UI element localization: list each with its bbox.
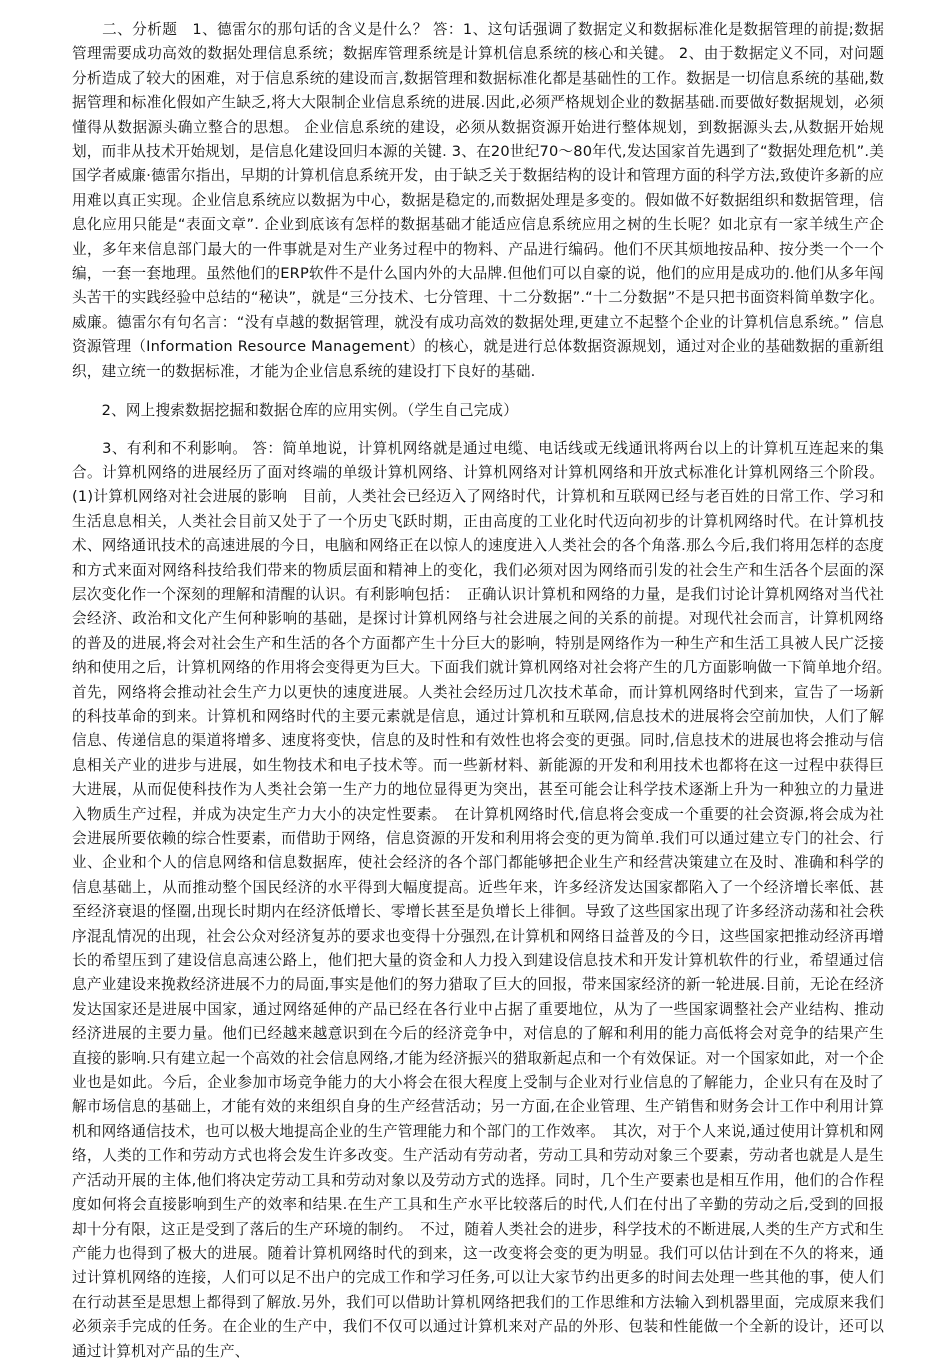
document-page: [72, 18, 899, 1364]
paragraph-analysis-question-3: 3、有利和不利影响。 答：简单地说，计算机网络就是通过电缆、电话线或无线通讯将两台以上的计算机互连起来的集合。计算机网络的进展经历了面对终端的单级计算机网络、计算机网络对计算机网络和开放式标准化计算机网络三个阶段。 (1)计算机网络对社会进展的影响 目前，人类社会已经迈入了网络时代，计算机和互联网已经与老百姓的日常工作、学习和生活息息相关，人类社会目前又处于了一个历史飞跃时期，正由高度的工业化时代迈向初步的计算机网络时代。在计算机技术、网络通讯技术的高速进展的今日，电脑和网络正在以惊人的速度进入人类社会的各个角落.那么今后,我们将用怎样的态度和方式来面对网络科技给我们带来的物质层面和精神上的变化，我们必须对因为网络而引发的社会生产和生活各个层面的深层次变化作一个深刻的理解和清醒的认识。有利影响包括： 正确认识计算机和网络的力量，是我们讨论计算机网络对当代社会经济、政治和文化产生何种影响的基础，是探讨计算机网络与社会进展之间的关系的前提。对现代社会而言，计算机网络的普及的进展,将会对社会生产和生活的各个方面都产生十分巨大的影响，特别是网络作为一种生产和生活工具被人民广泛接纳和使用之后，计算机网络的作用将会变得更为巨大。下面我们就计算机网络对社会将产生的几方面影响做一下简单地介绍。 首先，网络将会推动社会生产力以更快的速度进展。人类社会经历过几次技术革命，而计算机网络时代到来，宣告了一场新的科技革命的到来。计算机和网络时代的主要元素就是信息，通过计算机和互联网,信息技术的进展将会空前加快，人们了解信息、传递信息的渠道将增多、速度将变快，信息的及时性和有效性也将会变的更强。同时,信息技术的进展也将会推动与信息相关产业的进步与进展，如生物技术和电子技术等。而一些新材料、新能源的开发和利用技术也都将在这一过程中获得巨大进展，从而促使科技作为人类社会第一生产力的地位显得更为突出，甚至可能会让科学技术逐渐上升为一种独立的力量进入物质生产过程，并成为决定生产力大小的决定性要素。 在计算机网络时代,信息将会变成一个重要的社会资源,将会成为社会进展所要依赖的综合性要素，而借助于网络，信息资源的开发和利用将会变的更为简单.我们可以通过建立专门的社会、行业、企业和个人的信息网络和信息数据库，使社会经济的各个部门都能够把企业生产和经营决策建立在及时、准确和科学的信息基础上，从而推动整个国民经济的水平得到大幅度提高。近些年来，许多经济发达国家都陷入了一个经济增长率低、甚至经济衰退的怪圈,出现长时期内在经济低增长、零增长甚至是负增长上徘徊。导致了这些国家出现了许多经济动荡和社会秩序混乱情况的出现，社会公众对经济复苏的要求也变得十分强烈,在计算机和网络日益普及的今日，这些国家把推动经济再增长的希望压到了建设信息高速公路上，他们把大量的资金和人力投入到建设信息技术和开发计算机软件的行业，希望通过信息产业建设来挽救经济进展不力的局面,事实是他们的努力猎取了巨大的回报，带来国家经济的新一轮进展.目前，无论在经济发达国家还是进展中国家，通过网络延伸的产品已经在各行业中占据了重要地位，从为了一些国家调整社会产业结构、推动经济进展的主要力量。他们已经越来越意识到在今后的经济竞争中，对信息的了解和利用的能力高低将会对竞争的结果产生直接的影响.只有建立起一个高效的社会信息网络,才能为经济振兴的猎取新起点和一个有效保证。对一个国家如此，对一个企业也是如此。今后，企业参加市场竞争能力的大小将会在很大程度上受制与企业对行业信息的了解能力，企业只有在及时了解市场信息的基础上，才能有效的来组织自身的生产经营活动；另一方面,在企业管理、生产销售和财务会计工作中利用计算机和网络通信技术，也可以极大地提高企业的生产管理能力和个部门的工作效率。 其次，对于个人来说,通过使用计算机和网络，人类的工作和劳动方式也将会发生许多改变。生产活动有劳动者，劳动工具和劳动对象三个要素，劳动者也就是人是生产活动开展的主体,他们将决定劳动工具和劳动对象以及劳动方式的选择。同时，几个生产要素也是相互作用，他们的合作程度如何将会直接影响到生产的效率和结果.在生产工具和生产水平比较落后的时代,人们在付出了辛勤的劳动之后,受到的回报却十分有限，这正是受到了落后的生产环境的制约。 不过，随着人类社会的进步，科学技术的不断进展,人类的生产方式和生产能力也得到了极大的进展。随着计算机网络时代的到来，这一改变将会变的更为明显。我们可以估计到在不久的将来，通过计算机网络的连接，人们可以足不出户的完成工作和学习任务,可以让大家节约出更多的时间去处理一些其他的事，使人们在行动甚至是思想上都得到了解放.另外，我们可以借助计算机网络把我们的工作思维和方法输入到机器里面，完成原来我们必须亲手完成的任务。在企业的生产中，我们不仅可以通过计算机来对产品的外形、包装和性能做一个全新的设计，还可以通过计算机对产品的生产、: [72, 439, 899, 1360]
paragraph-analysis-question-1: 二、分析题 1、德雷尔的那句话的含义是什么？ 答：1、这句话强调了数据定义和数据标准化是数据管理的前提;数据管理需要成功高效的数据处理信息系统；数据库管理系统是计算机信息系统的核心和关键。 2、由于数据定义不同，对问题分析造成了较大的困难，对于信息系统的建设而言,数据管理和数据标准化都是基础性的工作。数据是一切信息系统的基础,数据管理和标准化假如产生缺乏,将大大限制企业信息系统的进展.因此,必须严格规划企业的数据基础.而要做好数据规划，必须懂得从数据源头确立整合的思想。 企业信息系统的建设，必须从数据资源开始进行整体规划，到数据源头去,从数据开始规划，而非从技术开始规划，是信息化建设回归本源的关键. 3、在20世纪70～80年代,发达国家首先遇到了“数据处理危机”.美国学者威廉·德雷尔指出，早期的计算机信息系统开发，由于缺乏关于数据结构的设计和管理方面的科学方法,致使许多新的应用难以真正实现。企业信息系统应以数据为中心，数据是稳定的,而数据处理是多变的。假如做不好数据组织和数据管理，信息化应用只能是“表面文章”. 企业到底该有怎样的数据基础才能适应信息系统应用之树的生长呢？如北京有一家羊绒生产企业，多年来信息部门最大的一件事就是对生产业务过程中的物料、产品进行编码。他们不厌其烦地按品种、按分类一个一个编，一套一套地理。虽然他们的ERP软件不是什么国内外的大品牌.但他们可以自豪的说，他们的应用是成功的.他们从多年闯头苦干的实践经验中总结的“秘诀”，就是“三分技术、七分管理、十二分数据”.“十二分数据”不是只把书面资料简单数字化。威廉。德雷尔有句名言：“没有卓越的数据管理，就没有成功高效的数据处理,更建立不起整个企业的计算机信息系统。” 信息资源管理（Information Resource Management）的核心，就是进行总体数据资源规划，通过对企业的基础数据的重新组织，建立统一的数据标准，才能为企业信息系统的建设打下良好的基础.: [72, 21, 884, 380]
paragraph-analysis-question-2: 2、网上搜索数据挖掘和数据仓库的应用实例。（学生自己完成）: [72, 402, 519, 420]
